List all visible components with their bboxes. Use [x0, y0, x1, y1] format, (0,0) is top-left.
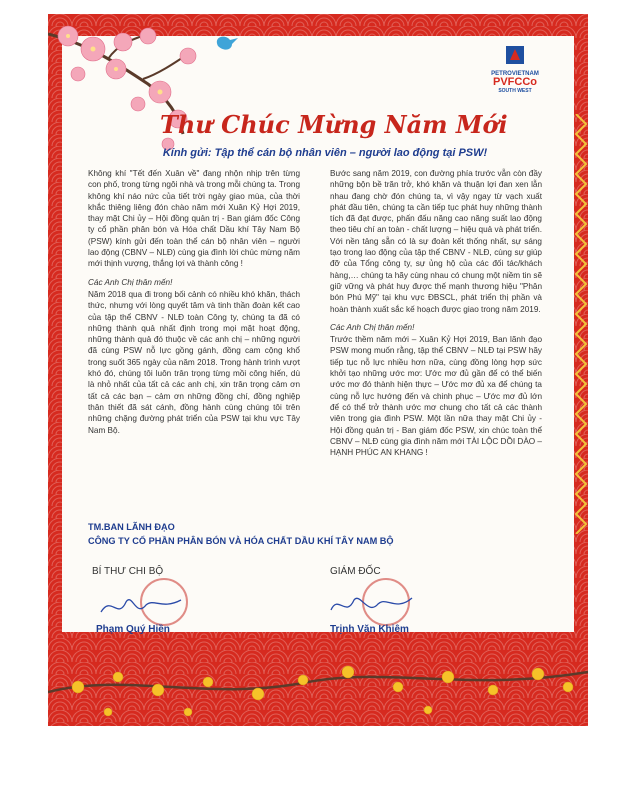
left-column — [88, 168, 300, 443]
page-title: Thư Chúc Mừng Năm Mới — [160, 110, 508, 139]
right-signer-name: Trịnh Văn Khiêm — [330, 624, 409, 635]
left-signature-icon — [96, 590, 186, 620]
right-signature-icon — [326, 590, 416, 620]
pvfcco-logo — [490, 44, 540, 94]
left-signer-name: Phạm Quý Hiền — [96, 624, 170, 635]
right-paragraph-1: Bước sang năm 2019, con đường phía trước vẫn còn đầy những bộn bề trăn trở, khó khăn và thuận lợi đan xen lẫn nhau đang chờ đón chúng ta, vì vậy ngay từ vạch xuất phát đầu tiên, chúng ta cần tiếp tục phát huy những thành tích đã đạt được, phấn đấu năng cao năng suất lao động theo tiêu chí an toàn - chất lượng – hiệu quả và phát triển. Với nền tảng sẵn có là sự đoàn kết thống nhất, sự sáng tạo trong lao động của tập thể CBNV - NLĐ, cùng sự giúp đỡ của Tổng công ty, sự ủng hộ của các đối tác/khách hàng,… chúng ta hãy cùng nhau có chung một niềm tin sẽ giữ vững và phát huy được thế mạnh thương hiệu "Phân bón Phú Mỹ" tại khu vực ĐBSCL, phát triển thị phần và hoàn thành xuất sắc kế hoạch được giao trong năm 2019. — [330, 169, 542, 314]
org-line-1: TM.BAN LÃNH ĐẠO — [88, 522, 175, 532]
logo-brand: PETROVIETNAM — [491, 71, 539, 77]
gold-zigzag-decoration — [574, 114, 588, 534]
left-paragraph-1: Không khí "Tết đến Xuân về" đang nhộn nhịp trên từng con phố, trong từng ngôi nhà và trong mỗi chúng ta. Trong không khí náo nức của tiết trời ngày giao mùa, của thời khắc thiêng liêng đón chào năm mới Xuân Kỷ Hợi 2019, thay mặt Chi ủy – Hội đồng quản trị - Ban giám đốc Công ty cổ phần phân bón và Hóa chất Dầu khí Tây Nam Bộ (PSW) kính gửi đến toàn thể cán bộ nhân viên – người lao động (CBNV – NLĐ) cùng gia đình lời chúc mừng năm mới thịnh vượng, thắng lợi và thành công ! — [88, 169, 300, 269]
organization-block — [88, 520, 538, 548]
left-paragraph-2: Năm 2018 qua đi trong bối cảnh có nhiều khó khăn, thách thức, nhưng với lòng quyết tâm và tinh thần đoàn kết cao của tập thể CBNV - NLĐ toàn Công ty, chúng ta đã có những thành quả nhất định trong mọi mặt hoạt động, những thành quả đó thuộc về các anh chị – những người đã cùng PSW nỗ lực gồng gánh, đồng cam cộng khổ trong suốt 365 ngày của năm 2018. Trong hành trình vượt khó đó, chúng tôi luôn trân trọng từng mồi công hiến, dù là nhỏ nhất của tất cả các anh chị, xin trân trọng cảm ơn tất cả các bạn – cảm ơn những đồng chí, đồng nghiệp thân thiết đã sát cánh, đồng hành cùng chúng tôi trên những chặng đường phát triển của PSW tại khu vực Tây Nam Bộ. — [88, 289, 300, 435]
left-signer-title: BÍ THƯ CHI BỘ — [92, 566, 164, 577]
petrovietnam-logo-icon — [504, 44, 526, 66]
yellow-blossom-decoration-icon — [48, 632, 588, 726]
logo-name: PVFCCo — [493, 76, 537, 88]
greeting-line: Kính gửi: Tập thể cán bộ nhân viên – người lao động tại PSW! — [162, 147, 488, 159]
right-column — [330, 168, 542, 465]
org-line-2: CÔNG TY CỔ PHẦN PHÂN BÓN VÀ HÓA CHẤT DẦU KHÍ TÂY NAM BỘ — [88, 536, 394, 546]
logo-sub: SOUTH WEST — [498, 88, 532, 94]
right-paragraph-2: Trước thềm năm mới – Xuân Kỷ Hợi 2019, Ban lãnh đạo PSW mong muốn rằng, tập thể CBNV – NLĐ tại PSW hãy tiếp tục nỗ lực nhiều hơn nữa, cùng đồng lòng hợp sức khởi tạo những ước mơ: Ước mơ đủ gần để có thể biến ước mơ đó thành hiện thực – Ước mơ đủ xa để chúng ta cùng nỗ lực hướng đến và chinh phục – Ước mơ đủ lớn để có thể trở thành ước mơ chung cho tất cả các thành viên trong gia đình PSW. Một lần nữa thay mặt Chi ủy - Hội đồng quản trị - Ban giám đốc PSW, xin chúc toàn thể CBNV – NLĐ cùng gia đình năm mới TÀI LỘC DỒI DÀO – HẠNH PHÚC AN KHANG ! — [330, 335, 542, 458]
left-salutation: Các Anh Chị thân mến! — [88, 277, 173, 287]
cherry-blossom-branch-icon — [48, 14, 248, 164]
right-salutation: Các Anh Chị thân mến! — [330, 322, 415, 332]
right-signer-title: GIÁM ĐỐC — [330, 566, 381, 577]
